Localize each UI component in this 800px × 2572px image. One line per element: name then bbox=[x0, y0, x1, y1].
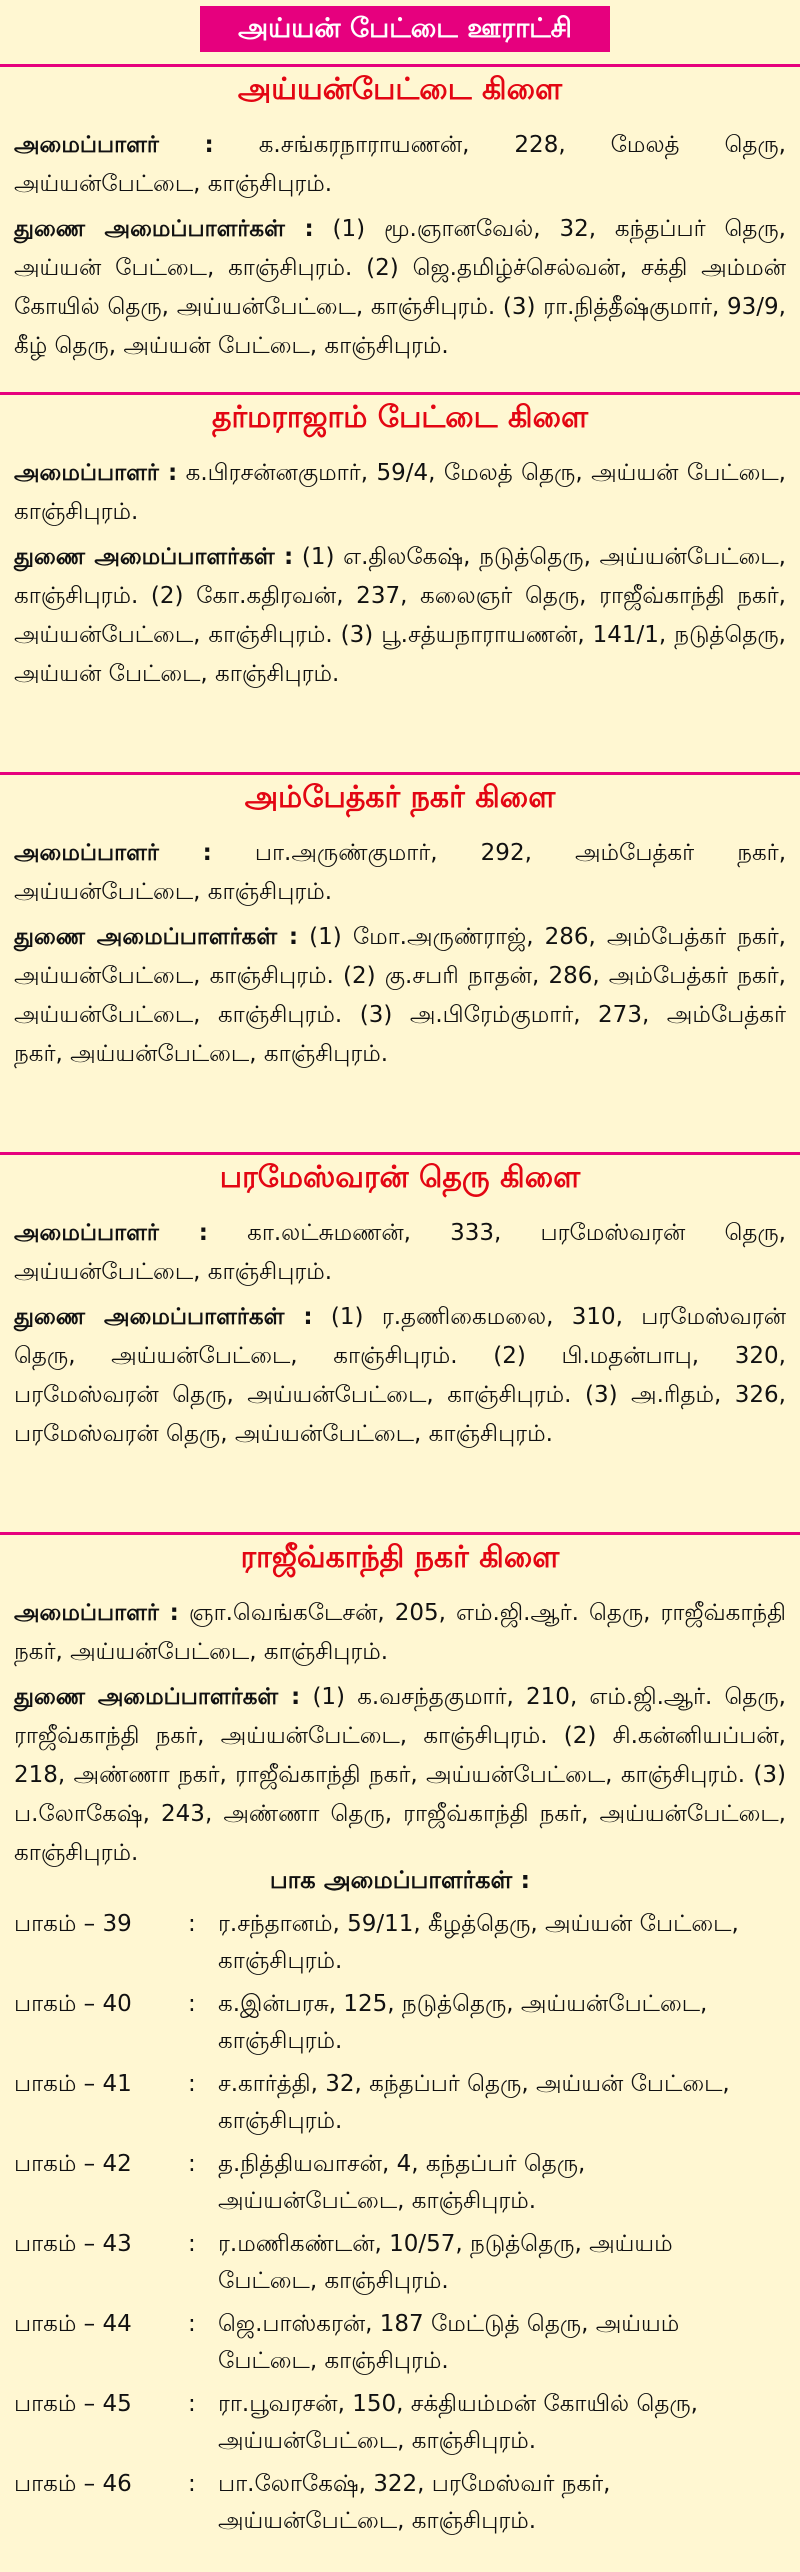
section-title: அய்யன்பேட்டை கிளை bbox=[237, 72, 563, 107]
booth-label: பாகம் – 39 bbox=[14, 1911, 132, 1937]
secretary-text: கா.லட்சுமணன், 333, பரமேஸ்வரன் தெரு, அய்யன்பேட்டை, காஞ்சிபுரம். bbox=[14, 1220, 786, 1285]
deputy-entry bbox=[14, 210, 786, 366]
booth-label: பாகம் – 41 bbox=[14, 2071, 132, 2097]
deputy-text: (1) மூ.ஞானவேல், 32, கந்தப்பர் தெரு, அய்யன் பேட்டை, காஞ்சிபுரம். (2) ஜெ.தமிழ்ச்செல்வன், சக்தி அம்மன் கோயில் தெரு, அய்யன்பேட்டை, காஞ்சிபுரம். (3) ரா.நித்தீஷ்குமார், 93/9, கீழ் தெரு, அய்யன் பேட்டை, காஞ்சிபுரம். bbox=[14, 216, 786, 359]
secretary-text: ஞா.வெங்கடேசன், 205, எம்.ஜி.ஆர். தெரு, ராஜீவ்காந்தி நகர், அய்யன்பேட்டை, காஞ்சிபுரம். bbox=[14, 1600, 786, 1665]
booth-address: த.நித்தியவாசன், 4, கந்தப்பர் தெரு, அய்யன்பேட்டை, காஞ்சிபுரம். bbox=[218, 2151, 586, 2214]
deputy-entry bbox=[14, 538, 786, 694]
secretary-label: அமைப்பாளர் : bbox=[14, 1600, 179, 1626]
section-divider bbox=[0, 64, 800, 67]
secretary-entry bbox=[14, 1214, 786, 1292]
secretary-text: பா.அருண்குமார், 292, அம்பேத்கர் நகர், அய்யன்பேட்டை, காஞ்சிபுரம். bbox=[14, 840, 787, 905]
section-divider bbox=[0, 392, 800, 395]
deputy-text: (1) க.வசந்தகுமார், 210, எம்.ஜி.ஆர். தெரு, ராஜீவ்காந்தி நகர், அய்யன்பேட்டை, காஞ்சிபுரம். (2) சி.கன்னியப்பன், 218, அண்ணா நகர், ராஜீவ்காந்தி நகர், அய்யன்பேட்டை, காஞ்சிபுரம். (3) ப.லோகேஷ், 243, அண்ணா தெரு, ராஜீவ்காந்தி நகர், அய்யன்பேட்டை, காஞ்சிபுரம். bbox=[14, 1684, 786, 1866]
section-divider bbox=[0, 1532, 800, 1535]
deputy-text: (1) மோ.அருண்ராஜ், 286, அம்பேத்கர் நகர், அய்யன்பேட்டை, காஞ்சிபுரம். (2) கு.சபரி நாதன், 286, அம்பேத்கர் நகர், அய்யன்பேட்டை, காஞ்சிபுரம். (3) அ.பிரேம்குமார், 273, அம்பேத்கர் நகர், அய்யன்பேட்டை, காஞ்சிபுரம். bbox=[14, 924, 786, 1067]
secretary-label: அமைப்பாளர் : bbox=[14, 132, 214, 158]
booth-address: பா.லோகேஷ், 322, பரமேஸ்வர் நகர், அய்யன்பேட்டை, காஞ்சிபுரம். bbox=[218, 2471, 611, 2534]
booth-address: ஜெ.பாஸ்கரன், 187 மேட்டுத் தெரு, அய்யம் பேட்டை, காஞ்சிபுரம். bbox=[218, 2311, 680, 2374]
section-divider bbox=[0, 772, 800, 775]
section-divider bbox=[0, 1152, 800, 1155]
deputy-label: துணை அமைப்பாளர்கள் : bbox=[14, 216, 314, 242]
secretary-label: அமைப்பாளர் : bbox=[14, 840, 212, 866]
section-title: ராஜீவ்காந்தி நகர் கிளை bbox=[240, 1540, 560, 1575]
booth-colon: : bbox=[188, 2071, 196, 2097]
section-title: அம்பேத்கர் நகர் கிளை bbox=[244, 780, 556, 815]
secretary-entry bbox=[14, 126, 786, 204]
booth-colon: : bbox=[188, 1911, 196, 1937]
booth-label: பாகம் – 45 bbox=[14, 2391, 132, 2417]
secretary-entry bbox=[14, 834, 786, 912]
page-title: அய்யன் பேட்டை ஊராட்சி bbox=[200, 6, 610, 52]
deputy-text: (1) எ.திலகேஷ், நடுத்தெரு, அய்யன்பேட்டை, காஞ்சிபுரம். (2) கோ.கதிரவன், 237, கலைஞர் தெரு, ராஜீவ்காந்தி நகர், அய்யன்பேட்டை, காஞ்சிபுரம். (3) பூ.சத்யநாராயணன், 141/1, நடுத்தெரு, அய்யன் பேட்டை, காஞ்சிபுரம். bbox=[14, 544, 786, 687]
deputy-entry bbox=[14, 1678, 786, 1873]
booth-colon: : bbox=[188, 2311, 196, 2337]
booth-label: பாகம் – 46 bbox=[14, 2471, 132, 2497]
booth-heading: பாக அமைப்பாளர்கள் : bbox=[269, 1866, 531, 1894]
booth-address: ச.கார்த்தி, 32, கந்தப்பர் தெரு, அய்யன் பேட்டை, காஞ்சிபுரம். bbox=[218, 2071, 730, 2134]
booth-address: க.இன்பரசு, 125, நடுத்தெரு, அய்யன்பேட்டை, காஞ்சிபுரம். bbox=[218, 1991, 708, 2054]
deputy-entry bbox=[14, 1298, 786, 1454]
deputy-label: துணை அமைப்பாளர்கள் : bbox=[14, 924, 299, 950]
booth-address: ர.சந்தானம், 59/11, கீழத்தெரு, அய்யன் பேட்டை, காஞ்சிபுரம். bbox=[218, 1911, 739, 1974]
deputy-label: துணை அமைப்பாளர்கள் : bbox=[14, 1304, 313, 1330]
booth-colon: : bbox=[188, 2231, 196, 2257]
booth-label: பாகம் – 42 bbox=[14, 2151, 132, 2177]
secretary-label: அமைப்பாளர் : bbox=[14, 460, 178, 486]
booth-address: ரா.பூவரசன், 150, சக்தியம்மன் கோயில் தெரு, அய்யன்பேட்டை, காஞ்சிபுரம். bbox=[218, 2391, 698, 2454]
deputy-text: (1) ர.தணிகைமலை, 310, பரமேஸ்வரன் தெரு, அய்யன்பேட்டை, காஞ்சிபுரம். (2) பி.மதன்பாபு, 320, பரமேஸ்வரன் தெரு, அய்யன்பேட்டை, காஞ்சிபுரம். (3) அ.ரிதம், 326, பரமேஸ்வரன் தெரு, அய்யன்பேட்டை, காஞ்சிபுரம். bbox=[14, 1304, 787, 1447]
section-title: பரமேஸ்வரன் தெரு கிளை bbox=[219, 1160, 581, 1195]
booth-colon: : bbox=[188, 1991, 196, 2017]
secretary-text: க.பிரசன்னகுமார், 59/4, மேலத் தெரு, அய்யன் பேட்டை, காஞ்சிபுரம். bbox=[14, 460, 786, 525]
section-title: தர்மராஜாம் பேட்டை கிளை bbox=[211, 400, 589, 435]
booth-label: பாகம் – 40 bbox=[14, 1991, 132, 2017]
secretary-label: அமைப்பாளர் : bbox=[14, 1220, 208, 1246]
secretary-entry bbox=[14, 1594, 786, 1672]
deputy-label: துணை அமைப்பாளர்கள் : bbox=[14, 544, 294, 570]
secretary-entry bbox=[14, 454, 786, 532]
booth-colon: : bbox=[188, 2151, 196, 2177]
booth-colon: : bbox=[188, 2391, 196, 2417]
booth-address: ர.மணிகண்டன், 10/57, நடுத்தெரு, அய்யம் பேட்டை, காஞ்சிபுரம். bbox=[218, 2231, 673, 2294]
booth-colon: : bbox=[188, 2471, 196, 2497]
booth-label: பாகம் – 44 bbox=[14, 2311, 132, 2337]
secretary-text: க.சங்கரநாராயணன், 228, மேலத் தெரு, அய்யன்பேட்டை, காஞ்சிபுரம். bbox=[14, 132, 786, 197]
deputy-entry bbox=[14, 918, 786, 1074]
deputy-label: துணை அமைப்பாளர்கள் : bbox=[14, 1684, 301, 1710]
booth-label: பாகம் – 43 bbox=[14, 2231, 132, 2257]
